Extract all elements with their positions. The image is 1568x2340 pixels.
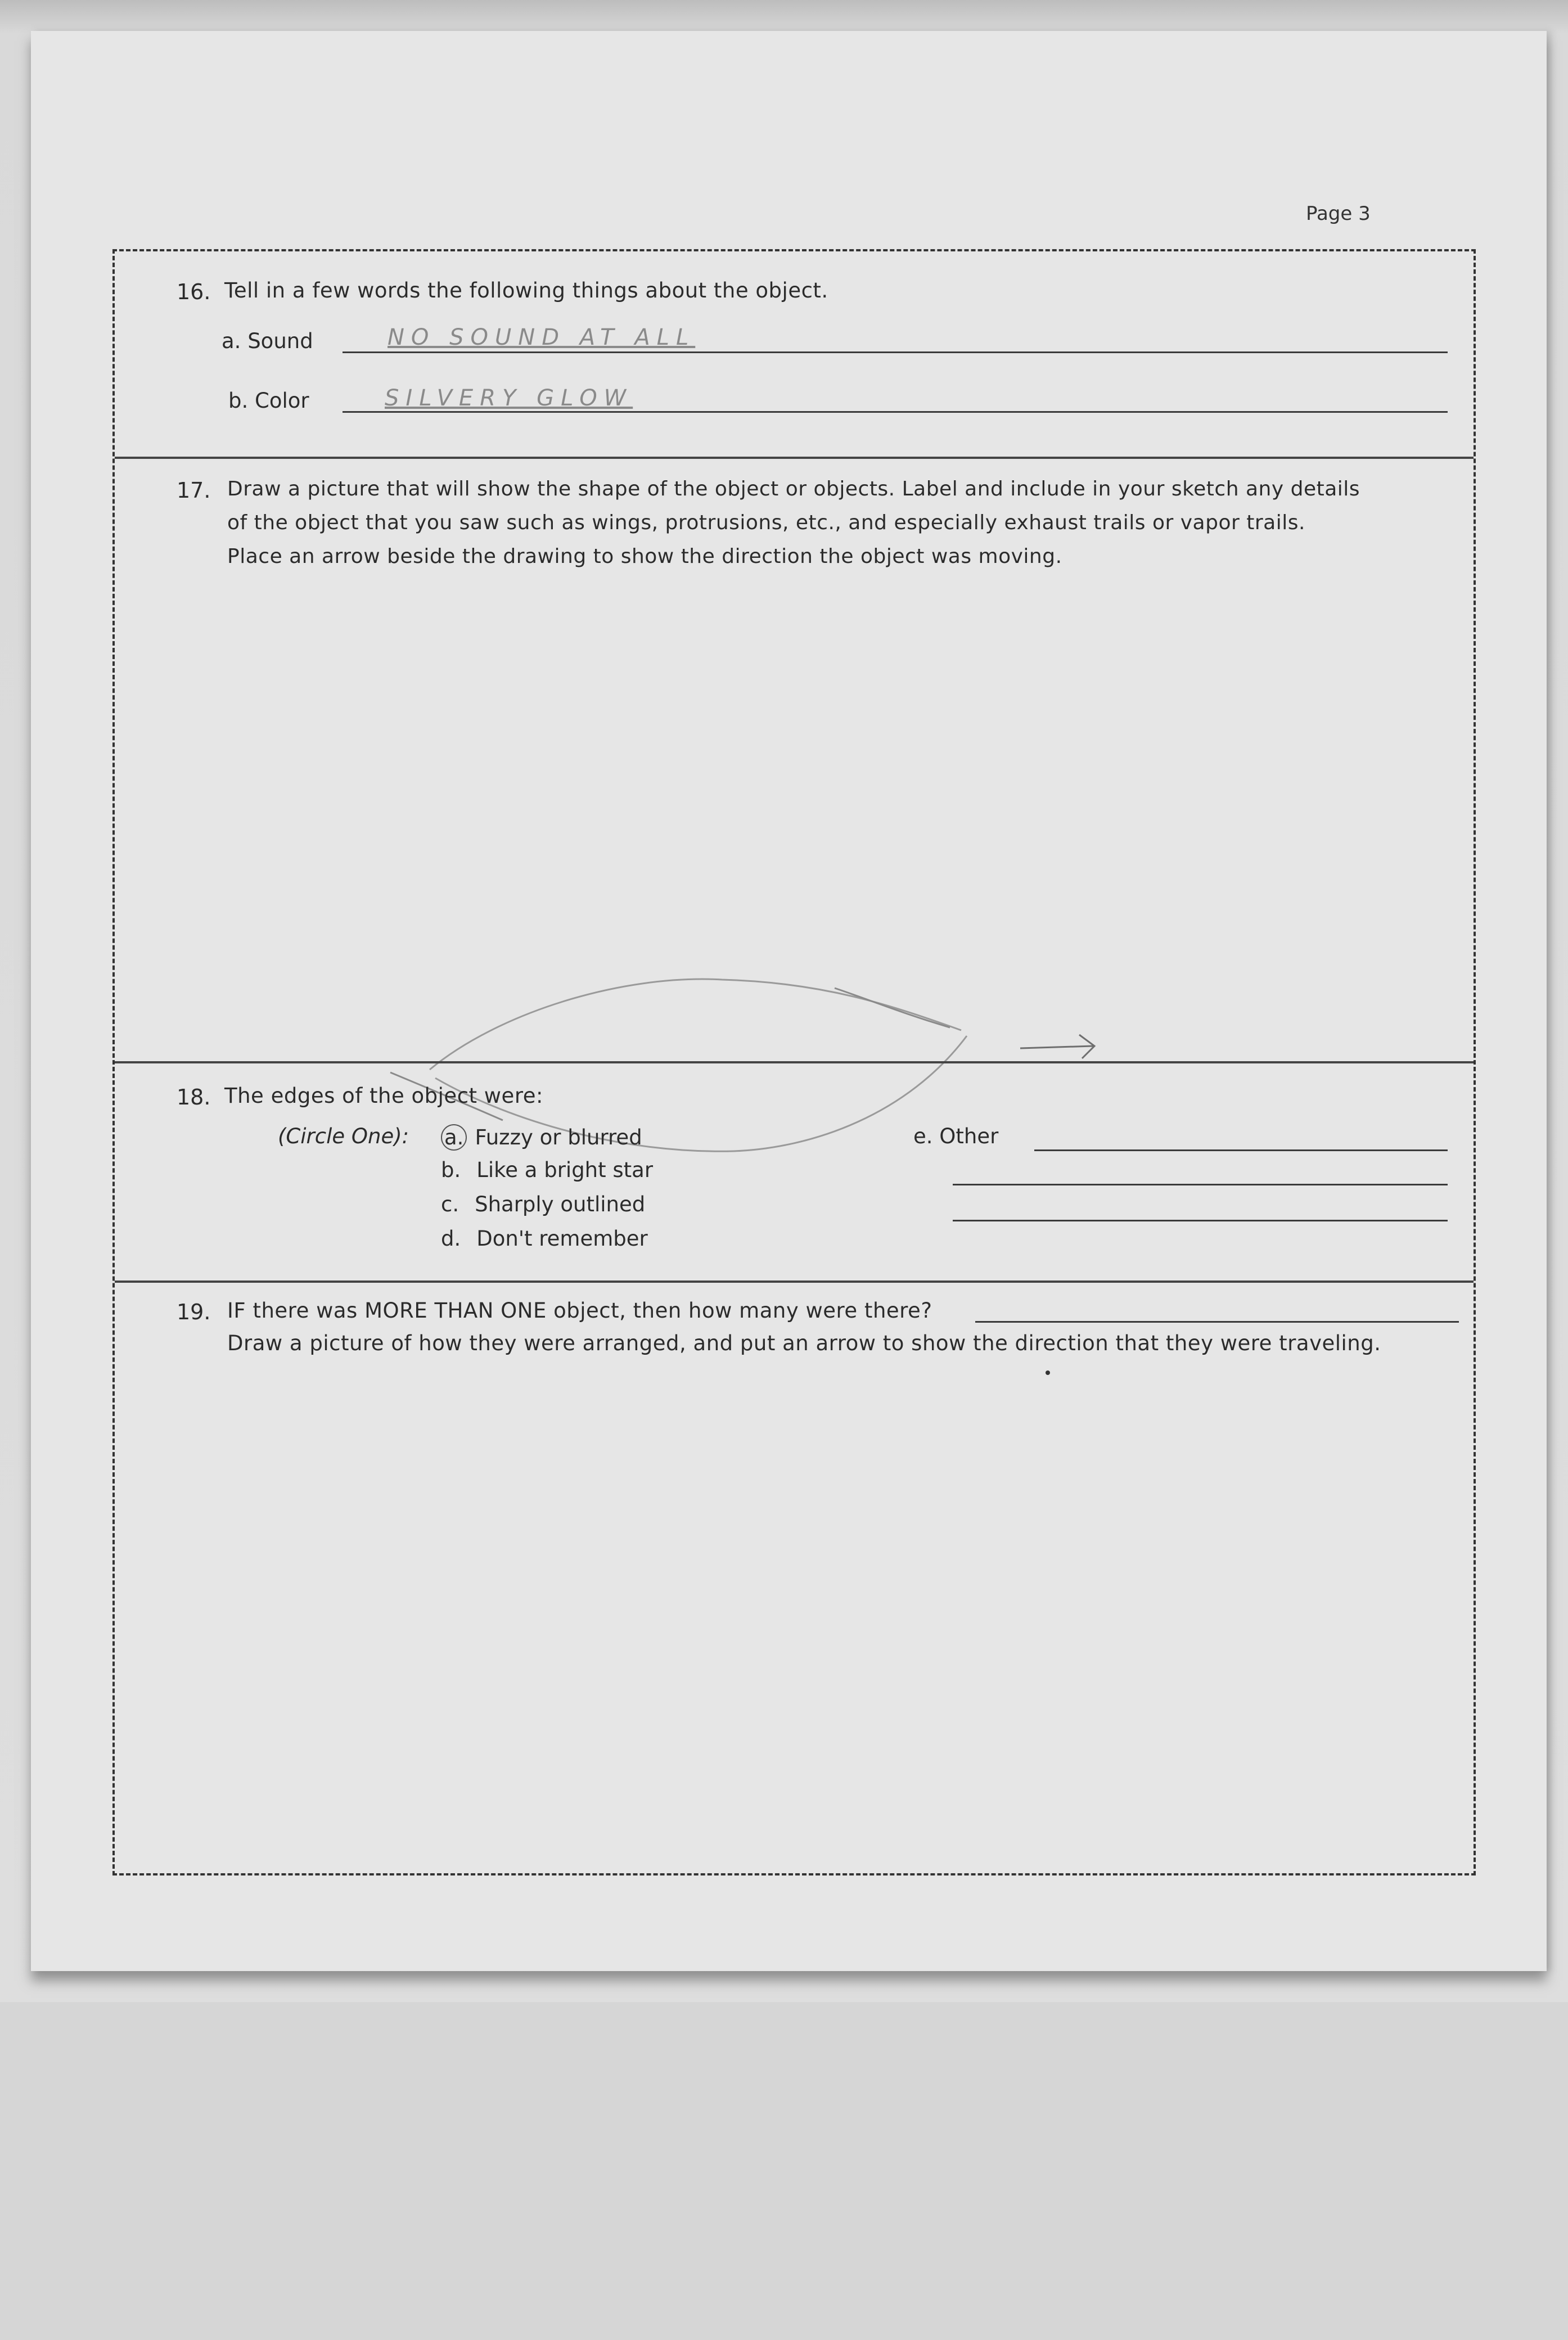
edge-option-a-letter: a. bbox=[441, 1124, 467, 1151]
q16-number: 16. bbox=[177, 279, 211, 304]
q19-prompt: IF there was MORE THAN ONE object, then how many were there? bbox=[227, 1299, 932, 1323]
edge-option-b-letter: b. bbox=[441, 1158, 461, 1182]
page-number: Page 3 bbox=[1306, 202, 1371, 225]
form-frame bbox=[112, 249, 1476, 1875]
scan-background-lower bbox=[0, 2002, 1568, 2340]
edge-option-c[interactable] bbox=[441, 1192, 645, 1216]
q17-line-3: Place an arrow beside the drawing to show the direction the object was moving. bbox=[227, 545, 1062, 568]
edge-option-e-label: e. Other bbox=[913, 1124, 999, 1148]
edge-option-a[interactable] bbox=[441, 1124, 642, 1151]
direction-arrow-icon bbox=[1020, 1035, 1094, 1058]
q17-number: 17. bbox=[177, 478, 211, 503]
ink-mark bbox=[1046, 1370, 1050, 1375]
question-19 bbox=[115, 1281, 1474, 1871]
q18-number: 18. bbox=[177, 1085, 211, 1110]
q16-prompt: Tell in a few words the following things about the object. bbox=[224, 278, 828, 303]
edge-option-a-text: Fuzzy or blurred bbox=[475, 1125, 642, 1149]
q18-instruction: (Circle One): bbox=[278, 1124, 409, 1148]
color-label: b. Color bbox=[228, 389, 309, 413]
color-answer-line bbox=[343, 411, 1448, 413]
q17-line-2: of the object that you saw such as wings, protrusions, etc., and especially exhaust trails or vapor trails. bbox=[227, 511, 1305, 534]
edge-option-c-letter: c. bbox=[441, 1192, 459, 1216]
object-top-mark bbox=[835, 988, 950, 1027]
edge-option-c-text: Sharply outlined bbox=[475, 1192, 646, 1216]
sound-answer[interactable]: NO SOUND AT ALL bbox=[388, 324, 696, 350]
sound-answer-line bbox=[343, 351, 1448, 353]
question-16 bbox=[115, 251, 1474, 457]
object-count-line[interactable] bbox=[975, 1321, 1459, 1323]
sound-label: a. Sound bbox=[222, 329, 313, 353]
edge-option-d-text: Don't remember bbox=[476, 1227, 648, 1251]
edge-option-d-letter: d. bbox=[441, 1227, 461, 1251]
edge-option-b[interactable] bbox=[441, 1158, 653, 1182]
edge-option-d[interactable] bbox=[441, 1227, 648, 1251]
object-outline-top bbox=[430, 979, 961, 1070]
q17-line-1: Draw a picture that will show the shape of the object or objects. Label and include in your sketch any details bbox=[227, 477, 1360, 501]
q18-prompt: The edges of the object were: bbox=[224, 1084, 543, 1108]
color-answer[interactable]: SILVERY GLOW bbox=[385, 385, 633, 411]
edge-option-b-text: Like a bright star bbox=[476, 1158, 654, 1182]
q19-number: 19. bbox=[177, 1300, 211, 1324]
q19-instruction: Draw a picture of how they were arranged, and put an arrow to show the direction that they were traveling. bbox=[227, 1331, 1381, 1355]
other-line-1[interactable] bbox=[1034, 1149, 1448, 1151]
question-18 bbox=[115, 1061, 1474, 1281]
other-line-3[interactable] bbox=[953, 1220, 1448, 1221]
other-line-2[interactable] bbox=[953, 1184, 1448, 1185]
